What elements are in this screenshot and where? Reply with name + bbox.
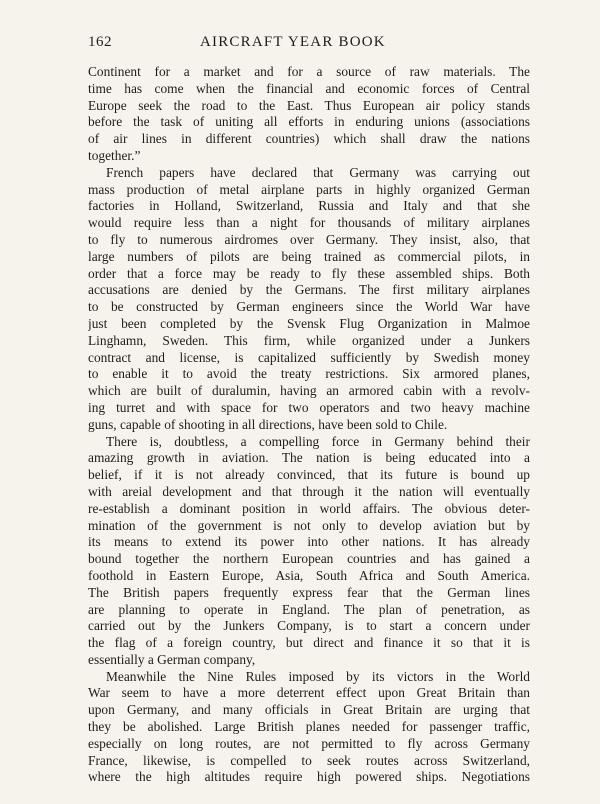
text-line: Meanwhile the Nine Rules imposed by its victors in the World <box>106 668 530 684</box>
text-line: Linghamn, Sweden. This firm, while organized under a Junkers <box>88 332 530 348</box>
text-line: There is, doubtless, a compelling force in Germany behind their <box>106 433 530 449</box>
text-line: together.” <box>88 147 141 163</box>
text-line: essentially a German company, <box>88 651 256 667</box>
text-line: mass production of metal airplane parts in highly organized German <box>88 181 530 197</box>
text-line: its means to extend its power into other nations. It has already <box>88 534 530 550</box>
text-line: before the task of uniting all efforts in enduring unions (associations <box>88 114 530 130</box>
text-line: are planning to operate in England. The plan of penetration, as <box>88 601 530 617</box>
text-line: France, likewise, is compelled to seek routes across Switzerland, <box>88 752 530 768</box>
text-line: factories in Holland, Switzerland, Russia and Italy and that she <box>88 198 530 214</box>
text-line: accusations are denied by the Germans. The first military airplanes <box>88 282 530 298</box>
text-line: time has come when the financial and economic forces of Central <box>88 80 530 96</box>
text-line: bound together the northern European countries and has gained a <box>88 551 530 567</box>
page-number: 162 <box>88 34 112 50</box>
text-line: to be constructed by German engineers since the World War have <box>88 299 530 315</box>
text-line: order that a force may be ready to fly these assembled ships. Both <box>88 265 530 281</box>
text-line: carried out by the Junkers Company, is to start a concern under <box>88 618 530 634</box>
page-header <box>88 34 530 56</box>
text-line: War seem to have a more deterrent effect upon Great Britain than <box>88 685 530 701</box>
text-line: French papers have declared that Germany was carrying out <box>106 164 530 180</box>
text-line: to fly to numerous airdromes over Germany. They insist, also, that <box>88 231 530 247</box>
text-line: they be abolished. Large British planes needed for passenger traffic, <box>88 719 530 735</box>
text-line: just been completed by the Svensk Flug Organization in Malmoe <box>88 315 530 331</box>
text-line: upon Germany, and many officials in Great Britain are urging that <box>88 702 530 718</box>
text-line: especially on long routes, are not permitted to fly across Germany <box>88 735 530 751</box>
text-line: with areial development and that through it the nation will eventually <box>88 483 530 499</box>
text-line: of air lines in different countries) which shall draw the nations <box>88 131 530 147</box>
text-line: would require less than a night for thousands of military airplanes <box>88 215 530 231</box>
running-title: AIRCRAFT YEAR BOOK <box>200 34 386 50</box>
body-text <box>88 64 530 786</box>
text-line: which are built of duralumin, having an armored cabin with a revolv- <box>88 383 530 399</box>
text-line: re-establish a dominant position in world affairs. The obvious deter- <box>88 500 530 516</box>
text-line: Europe seek the road to the East. Thus European air policy stands <box>88 97 530 113</box>
text-line: amazing growth in aviation. The nation is being educated into a <box>88 450 530 466</box>
text-line: mination of the government is not only to develop aviation but by <box>88 517 530 533</box>
text-line: the flag of a foreign country, but direct and finance it so that it is <box>88 635 530 651</box>
text-line: to enable it to avoid the treaty restrictions. Six armored planes, <box>88 366 530 382</box>
text-line: The British papers frequently express fear that the German lines <box>88 584 530 600</box>
text-line: where the high altitudes require high powered ships. Negotiations <box>88 769 530 785</box>
text-line: ing turret and with space for two operators and two heavy machine <box>88 399 530 415</box>
text-line: contract and license, is capitalized sufficiently by Swedish money <box>88 349 530 365</box>
text-line: belief, if it is not already convinced, that its future is bound up <box>88 467 530 483</box>
text-line: foothold in Eastern Europe, Asia, South Africa and South America. <box>88 567 530 583</box>
text-line: large numbers of pilots are being trained as commercial pilots, in <box>88 248 530 264</box>
text-line: Continent for a market and for a source of raw materials. The <box>88 64 530 79</box>
text-line: guns, capable of shooting in all directions, have been sold to Chile. <box>88 416 448 432</box>
